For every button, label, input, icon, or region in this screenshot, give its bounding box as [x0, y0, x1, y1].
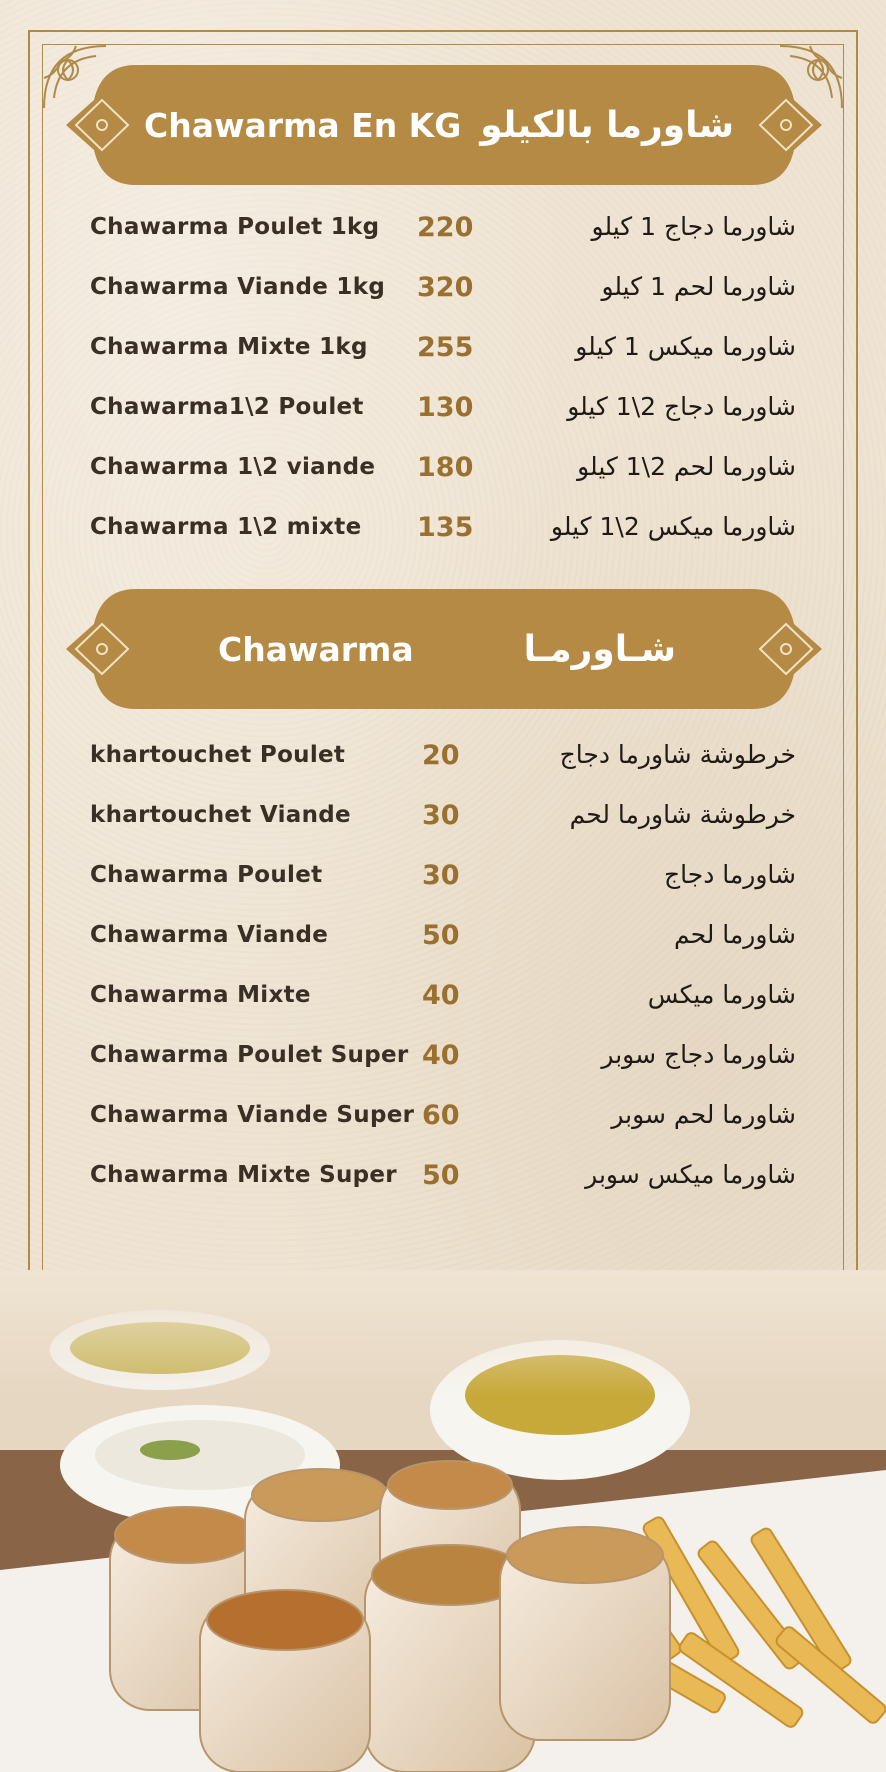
item-price: 60: [422, 1100, 460, 1131]
item-price: 135: [417, 512, 474, 543]
menu-item: [0, 330, 886, 370]
item-name-ar: شاورما ميكس سوبر: [585, 1160, 796, 1189]
menu-item: [0, 1098, 886, 1138]
item-name-fr: Chawarma 1\2 mixte: [90, 514, 362, 540]
menu-item: [0, 450, 886, 490]
item-name-ar: شاورما لحم 1 كيلو: [601, 272, 796, 301]
item-name-ar: خرطوشة شاورما لحم: [569, 800, 796, 829]
menu-item: [0, 918, 886, 958]
section-title-ar: شاورما بالكيلو: [480, 104, 734, 146]
item-name-fr: Chawarma Mixte: [90, 982, 311, 1008]
item-name-ar: شاورما ميكس 2\1 كيلو: [550, 512, 796, 541]
food-photo: [0, 1270, 886, 1772]
item-name-fr: Chawarma1\2 Poulet: [90, 394, 364, 420]
item-name-fr: Chawarma Poulet 1kg: [90, 214, 380, 240]
menu-item: [0, 858, 886, 898]
menu-item: [0, 510, 886, 550]
item-name-fr: Chawarma 1\2 viande: [90, 454, 376, 480]
menu-item: [0, 390, 886, 430]
item-name-ar: شاورما ميكس: [647, 980, 796, 1009]
item-price: 255: [417, 332, 474, 363]
item-price: 180: [417, 452, 474, 483]
item-price: 40: [422, 1040, 460, 1071]
item-name-fr: Chawarma Poulet Super: [90, 1042, 409, 1068]
item-name-ar: شاورما لحم سوبر: [611, 1100, 796, 1129]
item-name-ar: شاورما لحم: [673, 920, 796, 949]
item-name-fr: Chawarma Mixte Super: [90, 1162, 397, 1188]
item-price: 40: [422, 980, 460, 1011]
banner-shape-icon: [66, 584, 822, 714]
item-name-fr: Chawarma Viande Super: [90, 1102, 415, 1128]
item-name-fr: Chawarma Viande 1kg: [90, 274, 386, 300]
menu-item: [0, 270, 886, 310]
item-name-ar: شاورما دجاج: [663, 860, 796, 889]
item-price: 30: [422, 800, 460, 831]
item-name-fr: Chawarma Poulet: [90, 862, 323, 888]
item-name-fr: Chawarma Viande: [90, 922, 329, 948]
menu-item: [0, 978, 886, 1018]
menu-item: [0, 210, 886, 250]
item-price: 220: [417, 212, 474, 243]
item-name-ar: شاورما دجاج 1 كيلو: [591, 212, 796, 241]
item-price: 50: [422, 920, 460, 951]
item-price: 320: [417, 272, 474, 303]
menu-item: [0, 798, 886, 838]
item-name-ar: شاورما دجاج 2\1 كيلو: [567, 392, 796, 421]
section-banner-kg: [66, 60, 822, 190]
item-price: 130: [417, 392, 474, 423]
section-title-fr: Chawarma: [218, 629, 414, 669]
section-title-ar: شـاورمـا: [523, 628, 676, 670]
section-title-fr: Chawarma En KG: [144, 105, 462, 145]
item-name-fr: khartouchet Viande: [90, 802, 351, 828]
item-price: 50: [422, 1160, 460, 1191]
menu-item: [0, 738, 886, 778]
item-name-ar: شاورما دجاج سوبر: [601, 1040, 796, 1069]
item-price: 20: [422, 740, 460, 771]
section-banner-chawarma: [66, 584, 822, 714]
item-name-ar: خرطوشة شاورما دجاج: [559, 740, 796, 769]
menu-item: [0, 1158, 886, 1198]
item-name-fr: Chawarma Mixte 1kg: [90, 334, 368, 360]
menu-item: [0, 1038, 886, 1078]
item-name-ar: شاورما لحم 2\1 كيلو: [577, 452, 796, 481]
item-name-fr: khartouchet Poulet: [90, 742, 346, 768]
item-price: 30: [422, 860, 460, 891]
item-name-ar: شاورما ميكس 1 كيلو: [575, 332, 796, 361]
